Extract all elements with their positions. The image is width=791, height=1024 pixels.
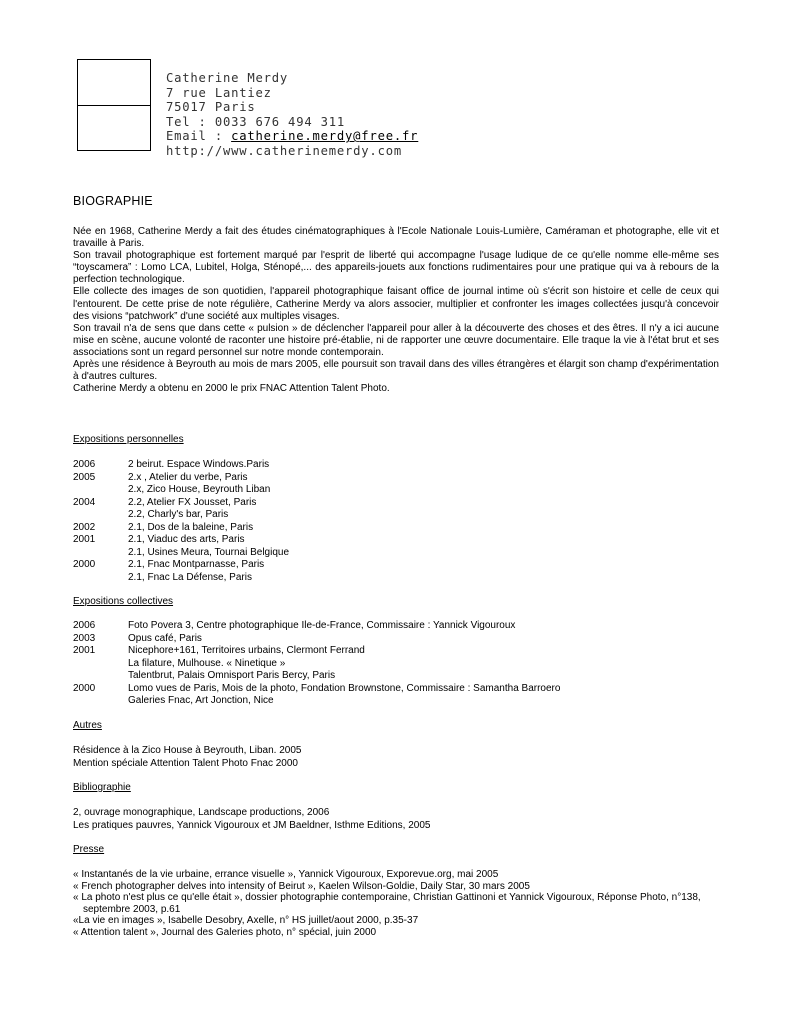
exhibition-row xyxy=(73,484,289,497)
exhibition-row xyxy=(73,620,560,633)
group-exhibitions-title: Expositions collectives xyxy=(73,596,174,607)
exhibition-row xyxy=(73,497,289,510)
exhibition-year: 2001 xyxy=(73,534,96,545)
press-item: « French photographer delves into intensity of Beirut », Kaelen Wilson-Goldie, Daily Star, 30 mars 2005 xyxy=(73,880,530,892)
exhibition-text: 2 beirut. Espace Windows.Paris xyxy=(128,459,270,470)
exhibition-text: Galeries Fnac, Art Jonction, Nice xyxy=(128,695,274,706)
solo-exhibitions-title: Expositions personnelles xyxy=(73,434,184,445)
exhibition-row xyxy=(73,522,289,535)
exhibition-year xyxy=(73,547,128,560)
exhibition-row xyxy=(73,472,289,485)
contact-phone: Tel : 0033 676 494 311 xyxy=(166,114,346,129)
logo-divider xyxy=(78,105,150,106)
group-exhibitions-list xyxy=(73,620,560,708)
other-item: Mention spéciale Attention Talent Photo Fnac 2000 xyxy=(73,757,298,769)
exhibition-year: 2006 xyxy=(73,459,96,470)
bibliography-title: Bibliographie xyxy=(73,782,131,793)
contact-name: Catherine Merdy xyxy=(166,71,289,85)
exhibition-year: 2002 xyxy=(73,521,96,533)
contact-website[interactable]: http://www.catherinemerdy.com xyxy=(166,143,402,158)
exhibition-text: 2.2, Atelier FX Jousset, Paris xyxy=(128,496,257,508)
bio-paragraph: Elle collecte des images de son quotidien, l'appareil photographique faisant office de journal intime où s'écrit son histoire et celle de ceux qui l'entourent. De cette prise de note régulière, Catherine Merdy va alors associer, multiplier et confronter les images collectées jusqu'à concevoir des visions “patchwork” d'une société aux multiples visages. xyxy=(73,286,719,322)
exhibition-text: 2.1, Fnac La Défense, Paris xyxy=(128,571,252,583)
contact-email-row xyxy=(166,129,418,144)
email-link[interactable]: catherine.merdy@free.fr xyxy=(231,129,419,144)
exhibition-text: 2.x , Atelier du verbe, Paris xyxy=(128,471,248,483)
contact-street: 7 rue Lantiez xyxy=(166,85,272,100)
press-list xyxy=(73,869,733,938)
press-title: Presse xyxy=(73,844,105,855)
bio-paragraph: Son travail n'a de sens que dans cette « pulsion » de déclencher l'appareil pour aller à la découverte des choses et des êtres. Il n'y a ici aucune mise en scène, aucune volonté de raconter une histoire pré-établie, ni de rapporter une œuvre documentaire. Elle traque la vie à l'état brut et ses associations sont un regard personnel sur notre monde contemporain. xyxy=(73,322,719,358)
exhibition-year xyxy=(73,572,128,585)
exhibition-text: Foto Povera 3, Centre photographique Ile-de-France, Commissaire : Yannick Vigouroux xyxy=(128,620,516,631)
exhibition-row xyxy=(73,633,560,646)
exhibition-year: 2006 xyxy=(73,620,96,631)
logo-box xyxy=(77,59,151,151)
press-item: « Instantanés de la vie urbaine, errance visuelle », Yannick Vigouroux, Exporevue.org, mai 2005 xyxy=(73,869,499,880)
biography-text xyxy=(73,226,719,395)
exhibition-row xyxy=(73,683,560,696)
bio-paragraph: Son travail photographique est fortement marqué par l'esprit de liberté qui accompagne l'usage ludique de ce qu'elle nomme elle-même ses “toyscamera” : Lomo LCA, Lubitel, Holga, Sténopé,... des appareils-jouets aux fonctions rudimentaires pour une pratique qui va à rebours de la perfection technologique. xyxy=(73,250,719,286)
bio-paragraph: Après une résidence à Beyrouth au mois de mars 2005, elle poursuit son travail dans des villes étrangères et élargit son champ d'expérimentation à d'autres cultures. xyxy=(73,359,719,383)
exhibition-row xyxy=(73,547,289,560)
exhibition-year: 2000 xyxy=(73,559,96,570)
exhibition-year: 2005 xyxy=(73,471,96,483)
bibliography-item: Les pratiques pauvres, Yannick Vigouroux et JM Baeldner, Isthme Editions, 2005 xyxy=(73,819,431,831)
exhibition-row xyxy=(73,459,289,472)
other-list xyxy=(73,745,301,770)
exhibition-year xyxy=(73,670,128,683)
exhibition-text: 2.x, Zico House, Beyrouth Liban xyxy=(128,484,271,495)
exhibition-year: 2004 xyxy=(73,496,96,508)
exhibition-year xyxy=(73,484,128,497)
exhibition-row xyxy=(73,572,289,585)
press-item: « Attention talent », Journal des Galeries photo, n° spécial, juin 2000 xyxy=(73,926,377,938)
email-prefix: Email : xyxy=(166,129,232,144)
bibliography-list xyxy=(73,807,430,832)
solo-exhibitions-list xyxy=(73,459,289,584)
exhibition-year: 2003 xyxy=(73,632,96,644)
contact-block xyxy=(166,71,418,159)
exhibition-text: Lomo vues de Paris, Mois de la photo, Fondation Brownstone, Commissaire : Samantha Barroero xyxy=(128,682,561,694)
exhibition-year: 2000 xyxy=(73,682,96,694)
exhibition-year xyxy=(73,509,128,522)
exhibition-text: Opus café, Paris xyxy=(128,632,202,644)
exhibition-text: 2.1, Dos de la baleine, Paris xyxy=(128,521,254,533)
other-title: Autres xyxy=(73,720,102,731)
exhibition-row xyxy=(73,658,560,671)
exhibition-text: 2.1, Viaduc des arts, Paris xyxy=(128,534,245,545)
exhibition-text: Talentbrut, Palais Omnisport Paris Bercy, Paris xyxy=(128,670,336,681)
exhibition-text: 2.1, Usines Meura, Tournai Belgique xyxy=(128,546,290,558)
exhibition-year: 2001 xyxy=(73,645,96,656)
exhibition-row xyxy=(73,670,560,683)
exhibition-year xyxy=(73,658,128,671)
bio-paragraph: Catherine Merdy a obtenu en 2000 le prix FNAC Attention Talent Photo. xyxy=(73,383,390,395)
exhibition-text: La filature, Mulhouse. « Ninetique » xyxy=(128,657,286,669)
exhibition-year xyxy=(73,695,128,708)
biography-heading: BIOGRAPHIE xyxy=(73,194,153,208)
contact-city: 75017 Paris xyxy=(166,100,256,115)
exhibition-text: 2.1, Fnac Montparnasse, Paris xyxy=(128,559,265,570)
press-item: «La vie en images », Isabelle Desobry, Axelle, n° HS juillet/aout 2000, p.35-37 xyxy=(73,915,419,926)
press-item: « La photo n'est plus ce qu'elle était », dossier photographie contemporaine, Christian Gattinoni et Yannick Vigouroux, Réponse Photo, n°138, septembre 2003, p.61 xyxy=(73,892,701,915)
exhibition-row xyxy=(73,509,289,522)
exhibition-row xyxy=(73,645,560,658)
exhibition-row xyxy=(73,695,560,708)
exhibition-row xyxy=(73,559,289,572)
exhibition-text: 2.2, Charly's bar, Paris xyxy=(128,509,229,520)
exhibition-row xyxy=(73,534,289,547)
bibliography-item: 2, ouvrage monographique, Landscape productions, 2006 xyxy=(73,807,330,818)
bio-paragraph: Née en 1968, Catherine Merdy a fait des études cinématographiques à l'Ecole Nationale Louis-Lumière, Caméraman et photographe, elle vit et travaille à Paris. xyxy=(73,226,719,250)
other-item: Résidence à la Zico House à Beyrouth, Liban. 2005 xyxy=(73,745,302,756)
exhibition-text: Nicephore+161, Territoires urbains, Clermont Ferrand xyxy=(128,645,365,656)
